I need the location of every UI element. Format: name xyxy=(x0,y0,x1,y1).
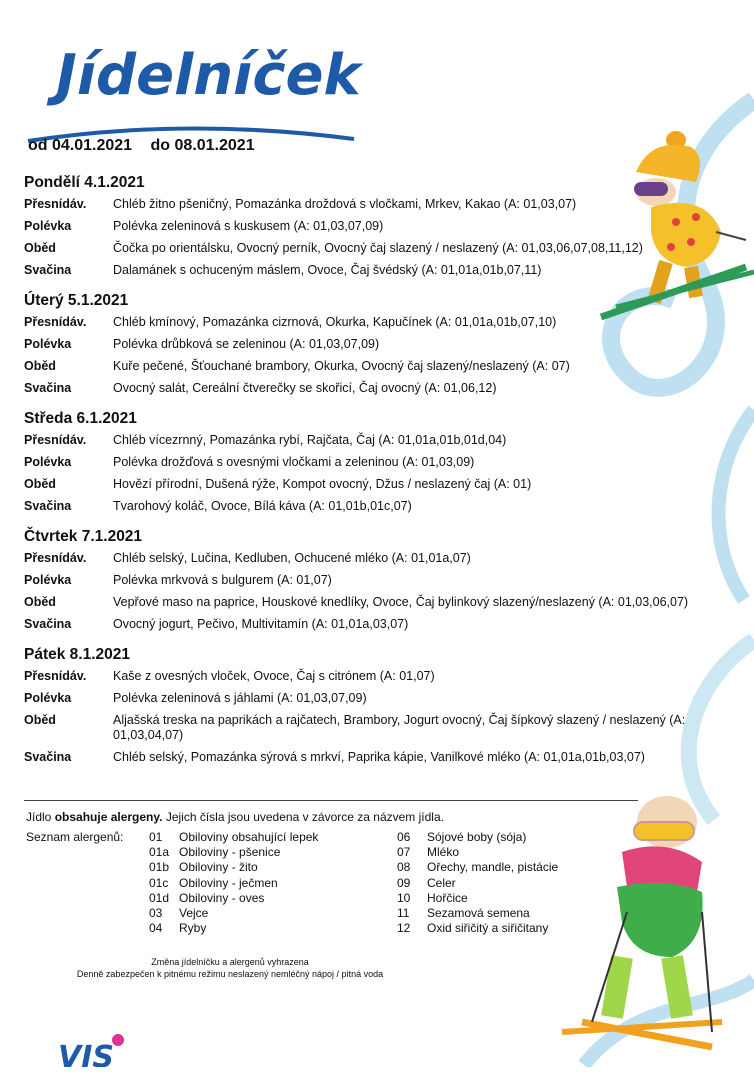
meal-text: Polévka drožďová s ovesnými vločkami a zeleninou (A: 01,03,09) xyxy=(113,455,475,469)
allergen-name: Mléko xyxy=(427,845,460,860)
meal-label: Oběd xyxy=(24,713,56,727)
allergen-name: Obiloviny - pšenice xyxy=(179,845,281,860)
day-title: Pátek 8.1.2021 xyxy=(24,646,131,663)
meal-row xyxy=(24,750,744,765)
day-title: Čtvrtek 7.1.2021 xyxy=(24,528,143,545)
meal-text: Aljašská treska na paprikách a rajčatech, Brambory, Jogurt ovocný, Čaj šípkový slazený / neslazený (A: 01,03,04,07) xyxy=(113,713,686,742)
meal-text: Ovocný salát, Cereální čtverečky se skořicí, Čaj ovocný (A: 01,06,12) xyxy=(113,381,497,395)
meal-row xyxy=(24,455,744,470)
meal-row xyxy=(24,359,744,374)
meal-label: Oběd xyxy=(24,359,56,373)
meal-text: Dalamánek s ochuceným máslem, Ovoce, Čaj švédský (A: 01,01a,01b,07,11) xyxy=(113,263,542,277)
day-title: Úterý 5.1.2021 xyxy=(24,292,129,309)
meal-row xyxy=(24,381,744,396)
meal-label: Polévka xyxy=(24,337,72,351)
allergen-item xyxy=(397,891,558,906)
allergen-name: Celer xyxy=(427,875,456,890)
allergen-item xyxy=(397,860,558,875)
allergen-code: 01a xyxy=(149,845,170,860)
allergen-code: 01d xyxy=(149,890,170,905)
allergen-name: Oxid siřičitý a siřičitany xyxy=(427,921,549,936)
day-section xyxy=(24,645,744,765)
meal-row xyxy=(24,691,744,706)
allergen-name: Ořechy, mandle, pistácie xyxy=(427,860,559,875)
allergen-note-prefix: Jídlo xyxy=(26,810,55,824)
allergen-name: Sezamová semena xyxy=(427,906,530,921)
page-title: Jídelníček xyxy=(56,43,361,108)
allergen-item xyxy=(149,891,318,906)
meal-text: Ovocný jogurt, Pečivo, Multivitamín (A: 01,01a,03,07) xyxy=(113,617,409,631)
meal-label: Přesnídáv. xyxy=(24,433,87,447)
meal-text: Chléb selský, Pomazánka sýrová s mrkví, Paprika kápie, Vanilkové mléko (A: 01,01a,01b,03,07) xyxy=(113,750,645,764)
allergen-name: Obiloviny - oves xyxy=(179,890,265,905)
meal-row xyxy=(24,337,744,352)
allergen-note-suffix: Jejich čísla jsou uvedena v závorce za názvem jídla. xyxy=(162,810,444,824)
allergen-name: Sójové boby (sója) xyxy=(427,830,527,844)
date-range xyxy=(28,137,269,155)
meal-label: Polévka xyxy=(24,219,72,233)
meal-text: Kaše z ovesných vloček, Ovoce, Čaj s citrónem (A: 01,07) xyxy=(113,669,435,683)
meal-label: Polévka xyxy=(24,691,72,705)
allergen-code: 04 xyxy=(149,921,163,936)
meal-label: Polévka xyxy=(24,455,72,469)
note-line-2: Denně zabezpečen k pitnému režimu neslazený nemléčný nápoj / pitná voda xyxy=(76,969,384,979)
day-title: Středa 6.1.2021 xyxy=(24,410,137,427)
meal-label: Oběd xyxy=(24,595,56,609)
date-to: do 08.01.2021 xyxy=(150,137,255,154)
allergen-code: 11 xyxy=(397,906,410,921)
meal-row xyxy=(24,595,744,610)
allergen-item xyxy=(149,845,318,860)
meal-label: Svačina xyxy=(24,750,72,764)
meal-row xyxy=(24,617,744,632)
footer-notes xyxy=(0,956,460,980)
meal-label: Svačina xyxy=(24,381,72,395)
meal-text: Čočka po orientálsku, Ovocný perník, Ovocný čaj slazený / neslazený (A: 01,03,06,07,08,11,12) xyxy=(113,241,643,255)
allergen-note-bold: obsahuje alergeny. xyxy=(54,810,163,824)
note-line-1: Změna jídelníčku a alergenů vyhrazena xyxy=(151,957,309,967)
meal-text: Chléb selský, Lučina, Kedluben, Ochucené mléko (A: 01,01a,07) xyxy=(113,551,471,565)
meal-text: Polévka drůbková se zeleninou (A: 01,03,07,09) xyxy=(113,337,380,351)
allergen-item xyxy=(149,906,318,921)
skier-illustration-bottom xyxy=(552,792,742,1052)
allergen-list-col2 xyxy=(397,830,558,936)
day-section xyxy=(24,409,744,514)
allergen-code: 01c xyxy=(149,875,169,890)
allergen-item xyxy=(397,906,558,921)
meal-text: Chléb vícezrnný, Pomazánka rybí, Rajčata, Čaj (A: 01,01a,01b,01d,04) xyxy=(113,433,507,447)
meal-row xyxy=(24,713,744,743)
allergen-code: 06 xyxy=(397,830,411,844)
meal-label: Přesnídáv. xyxy=(24,197,87,211)
allergen-name: Vejce xyxy=(179,906,209,921)
meal-row xyxy=(24,669,744,684)
allergen-item xyxy=(149,860,318,875)
date-from: od 04.01.2021 xyxy=(28,137,133,154)
meal-text: Tvarohový koláč, Ovoce, Bílá káva (A: 01,01b,01c,07) xyxy=(113,499,412,513)
allergen-item xyxy=(397,921,558,936)
meal-text: Kuře pečené, Šťouchané brambory, Okurka, Ovocný čaj slazený/neslazený (A: 07) xyxy=(113,359,570,373)
vis-logo-mark xyxy=(56,1032,166,1067)
meal-label: Oběd xyxy=(24,477,56,491)
meal-row xyxy=(24,499,744,514)
allergen-name: Obiloviny obsahující lepek xyxy=(179,830,319,844)
meal-row xyxy=(24,551,744,566)
meal-label: Přesnídáv. xyxy=(24,315,87,329)
allergen-item xyxy=(149,876,318,891)
vis-logo xyxy=(56,1032,166,1067)
allergen-item xyxy=(149,830,318,845)
vis-logo-text: VIS xyxy=(58,1040,114,1067)
allergen-code: 03 xyxy=(149,906,163,921)
meal-label: Přesnídáv. xyxy=(24,669,87,683)
allergen-list-title: Seznam alergenů: xyxy=(26,830,124,844)
meal-text: Hovězí přírodní, Dušená rýže, Kompot ovocný, Džus / neslazený čaj (A: 01) xyxy=(113,477,532,491)
meal-label: Svačina xyxy=(24,499,72,513)
allergen-list-col1 xyxy=(149,830,318,936)
meal-row xyxy=(24,433,744,448)
meal-label: Svačina xyxy=(24,263,72,277)
allergen-code: 12 xyxy=(397,921,411,936)
allergen-code: 10 xyxy=(397,890,411,905)
allergen-name: Hořčice xyxy=(427,890,468,905)
day-title: Pondělí 4.1.2021 xyxy=(24,174,145,191)
day-section xyxy=(24,527,744,632)
allergen-item xyxy=(149,921,318,936)
divider xyxy=(24,800,638,801)
allergen-code: 01b xyxy=(149,860,170,875)
meal-label: Oběd xyxy=(24,241,56,255)
allergen-item xyxy=(397,830,558,845)
allergen-name: Ryby xyxy=(179,921,207,936)
meal-row xyxy=(24,477,744,492)
allergen-name: Obiloviny - žito xyxy=(179,860,258,875)
meal-text: Vepřové maso na paprice, Houskové knedlíky, Ovoce, Čaj bylinkový slazený/neslazený (A: 01,03,06,07) xyxy=(113,595,689,609)
meal-label: Svačina xyxy=(24,617,72,631)
allergen-code: 08 xyxy=(397,860,411,875)
allergen-code: 09 xyxy=(397,875,411,890)
meal-text: Chléb kmínový, Pomazánka cizrnová, Okurka, Kapučínek (A: 01,01a,01b,07,10) xyxy=(113,315,557,329)
meal-label: Polévka xyxy=(24,573,72,587)
meal-row xyxy=(24,573,744,588)
allergen-code: 07 xyxy=(397,845,411,860)
allergen-item xyxy=(397,845,558,860)
skier-illustration-top xyxy=(596,122,754,322)
allergen-code: 01 xyxy=(149,830,163,844)
allergen-item xyxy=(397,876,558,891)
meal-text: Chléb žitno pšeničný, Pomazánka droždová s vločkami, Mrkev, Kakao (A: 01,03,07) xyxy=(113,197,577,211)
meal-label: Přesnídáv. xyxy=(24,551,87,565)
meal-text: Polévka zeleninová s kuskusem (A: 01,03,07,09) xyxy=(113,219,384,233)
meal-text: Polévka mrkvová s bulgurem (A: 01,07) xyxy=(113,573,332,587)
allergen-note xyxy=(26,810,444,824)
allergen-name: Obiloviny - ječmen xyxy=(179,875,278,890)
meal-text: Polévka zeleninová s jáhlami (A: 01,03,07,09) xyxy=(113,691,367,705)
